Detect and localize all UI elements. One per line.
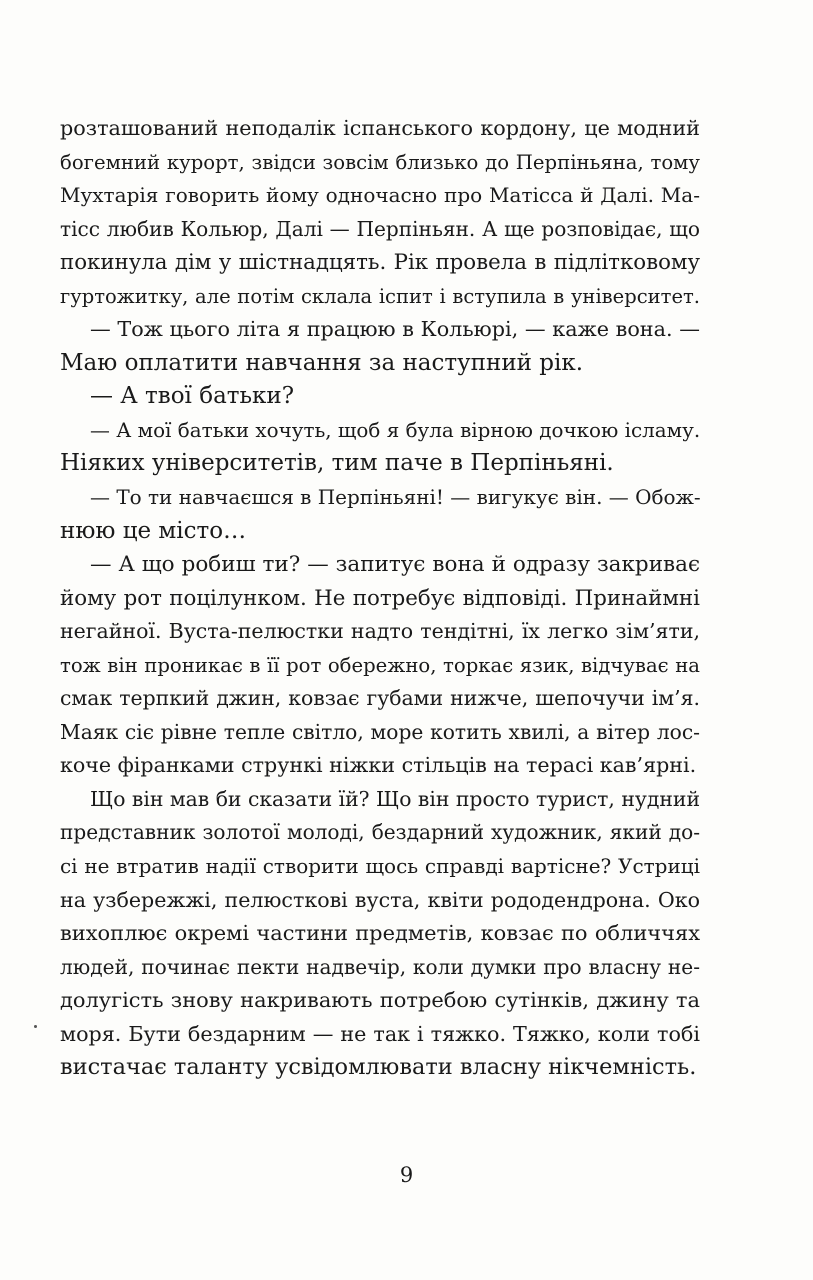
text-line: коче фіранками стрункі ніжки стільців на терасі кав’ярні. [60, 753, 697, 778]
text-line: Ніяких університетів, тим паче в Перпіньяні. [60, 450, 614, 477]
text-line: гуртожитку, але потім склала іспит і вступила в університет. [60, 284, 700, 308]
text-line: вихоплює окремі частини предметів, ковзає по обличчях [60, 921, 700, 946]
scan-speck [34, 1025, 37, 1028]
text-line: нюю це місто… [60, 517, 247, 544]
text-line: вистачає таланту усвідомлювати власну нікчемність. [60, 1054, 697, 1081]
body-text [60, 112, 700, 1085]
text-line: богемний курорт, звідси зовсім близько до Перпіньяна, тому [60, 150, 700, 174]
text-line: тож він проникає в її рот обережно, торкає язик, відчуває на [60, 653, 700, 677]
text-line: — Тож цього літа я працюю в Кольюрі, — каже вона. — [90, 317, 700, 342]
text-line: представник золотої молоді, бездарний художник, який до- [60, 820, 700, 845]
text-line: негайної. Вуста-пелюстки надто тендітні, їх легко зім’яти, [60, 619, 700, 644]
text-line: — То ти навчаєшся в Перпіньяні! — вигукує він. — Обож- [90, 485, 701, 510]
text-line: йому рот поцілунком. Не потребує відповіді. Принаймні [60, 585, 700, 611]
text-line: — А твої батьки? [90, 383, 295, 410]
text-line: моря. Бути бездарним — не так і тяжко. Тяжко, коли тобі [60, 1021, 700, 1046]
text-line: сі не втратив надії створити щось справді вартісне? Устриці [60, 854, 700, 879]
text-line: тісс любив Кольюр, Далі — Перпіньян. А ще розповідає, що [60, 216, 700, 241]
text-line: покинула дім у шістнадцять. Рік провела в підлітковому [60, 250, 700, 276]
text-line: смак терпкий джин, ковзає губами нижче, шепочучи ім’я. [60, 686, 700, 711]
text-line: Маяк сіє рівне тепле світло, море котить хвилі, а вітер лос- [60, 719, 700, 744]
text-line: — А що робиш ти? — запитує вона й одразу закриває [90, 552, 700, 578]
text-line: людей, починає пекти надвечір, коли думки про власну не- [60, 954, 700, 979]
text-line: Мухтарія говорить йому одночасно про Матісса й Далі. Ма- [60, 183, 700, 208]
text-line: Що він мав би сказати їй? Що він просто турист, нудний [90, 786, 701, 811]
text-line: розташований неподалік іспанського кордону, це модний [60, 116, 700, 140]
text-line: Маю оплатити навчання за наступний рік. [60, 349, 584, 376]
text-line: — А мої батьки хочуть, щоб я була вірною дочкою ісламу. [90, 418, 701, 442]
text-line: долугість знову накривають потребою сутінків, джину та [60, 988, 700, 1013]
text-line: на узбережжі, пелюсткові вуста, квіти рододендрона. Око [60, 887, 700, 912]
page-number: 9 [399, 1163, 414, 1187]
